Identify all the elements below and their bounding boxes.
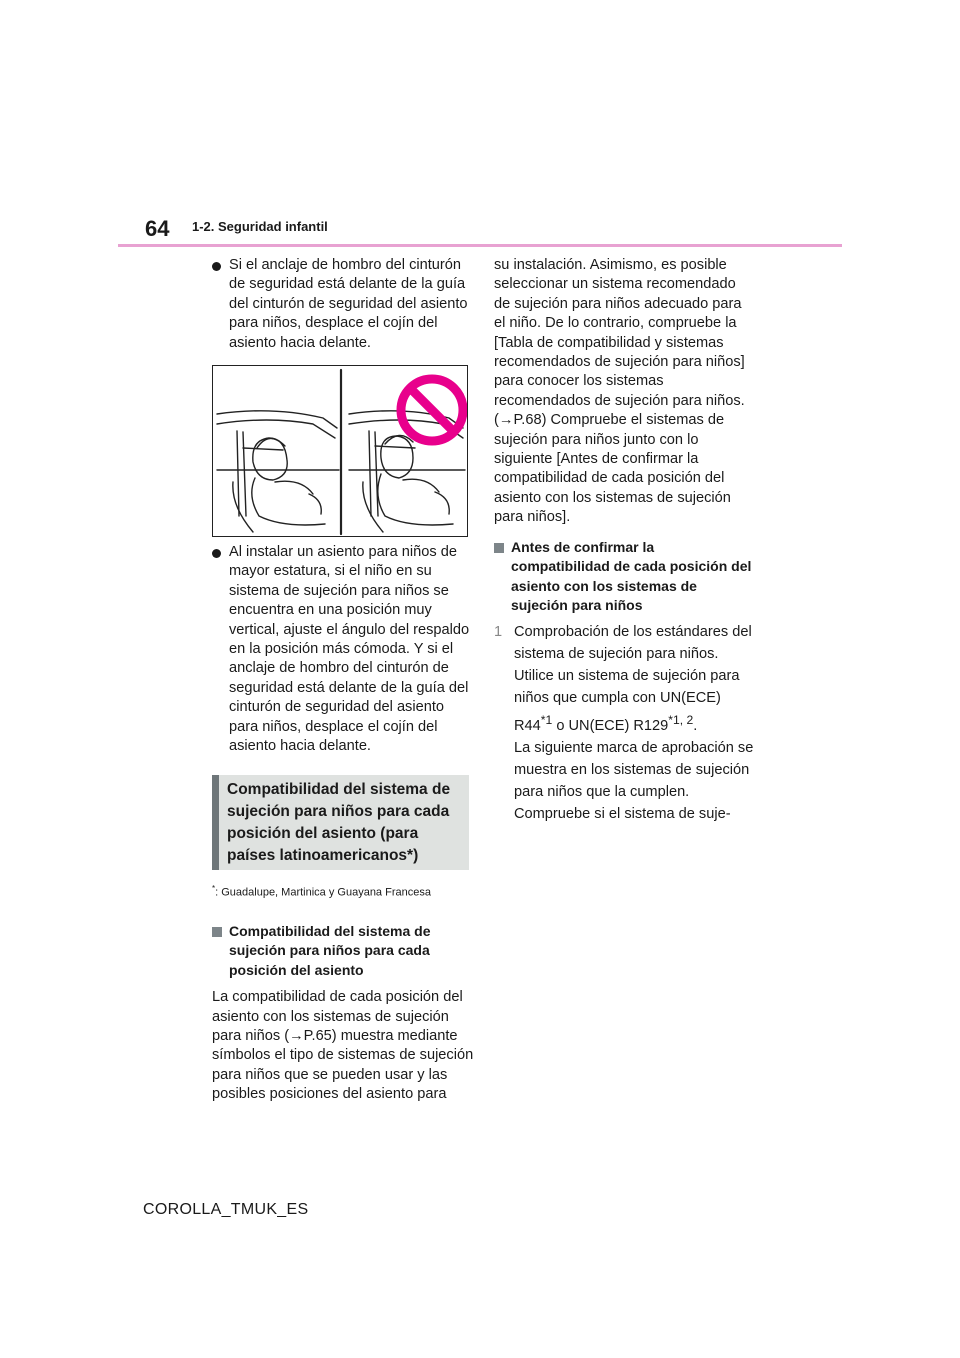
subheading-text: Antes de confirmar la compatibilidad de cada posición del asiento con los sistemas de sujeción para niños xyxy=(511,538,752,613)
left-column-bottom xyxy=(212,922,474,1105)
numbered-item xyxy=(494,621,756,825)
document-code: COROLLA_TMUK_ES xyxy=(143,1201,309,1218)
item-text: Utilice un sistema de sujeción para niños que cumpla con UN(ECE) R44 xyxy=(514,668,740,735)
subheading xyxy=(494,538,756,616)
item-body xyxy=(514,665,756,737)
bullet-item xyxy=(212,256,474,353)
bullet-text: Si el anclaje de hombro del cinturón de seguridad está delante de la guía del cinturón de seguridad del asiento para niños, desplace el cojín del asiento hacia delante. xyxy=(229,257,468,351)
item-superscript: *1, 2 xyxy=(668,713,694,728)
subheading-text: Compatibilidad del sistema de sujeción para niños para cada posición del asiento xyxy=(229,923,431,978)
left-column-middle xyxy=(212,543,474,756)
item-superscript: *1 xyxy=(540,713,553,728)
bullet-dot-icon xyxy=(212,262,221,271)
footnote xyxy=(212,880,472,902)
right-column xyxy=(494,256,756,825)
footnote-text: : Guadalupe, Martinica y Guayana Francesa xyxy=(215,886,431,899)
header-rule xyxy=(118,244,842,247)
section-title: 1-2. Seguridad infantil xyxy=(192,219,328,234)
section-heading-box: Compatibilidad del sistema de sujeción para niños para cada posición del asiento (para países latinoamericanos*) xyxy=(212,775,469,870)
left-column-top xyxy=(212,256,474,353)
subheading xyxy=(212,922,474,980)
item-number: 1 xyxy=(494,624,503,641)
prohibited-sign-icon xyxy=(401,379,463,441)
item-title: Comprobación de los estándares del sistema de sujeción para niños. xyxy=(514,624,752,663)
paragraph: La compatibilidad de cada posición del asiento con los sistemas de sujeción para niños (→P.65) muestra mediante símbolos el tipo de sistemas de sujeción para niños que se pueden usar y las posibles posiciones del asiento para xyxy=(212,989,474,1103)
item-text: . xyxy=(693,718,698,735)
square-bullet-icon xyxy=(212,927,222,937)
car-seat-illustration xyxy=(212,365,468,537)
paragraph: su instalación. Asimismo, es posible seleccionar un sistema recomendado de sujeción para niños adecuado para el niño. De lo contrario, compruebe la [Tabla de compatibilidad y sistemas recomendados de sujeción para niños] para conocer los sistemas recomendados de sujeción para niños. (→P.68) Compruebe el sistemas de sujeción para niños junto con lo siguiente [Antes de confirmar la compatibilidad de cada posición del asiento con los sistemas de sujeción para niños]. xyxy=(494,257,745,526)
footnote-mark: * xyxy=(212,884,216,893)
item-text: o UN(ECE) R129 xyxy=(552,718,669,735)
square-bullet-icon xyxy=(494,543,504,553)
page-number: 64 xyxy=(145,216,170,241)
bullet-text: Al instalar un asiento para niños de mayor estatura, si el niño en su sistema de sujeción para niños se encuentra en una posición muy vertical, ajuste el ángulo del respaldo en la posición más cómoda. Y si el anclaje de hombro del cinturón de seguridad está delante de la guía del cinturón de seguridad del asiento para niños, desplace el cojín del asiento hacia delante. xyxy=(229,544,470,755)
car-seat-drawing xyxy=(213,366,467,536)
item-text-continued: La siguiente marca de aprobación se muestra en los sistemas de sujeción para niños que la cumplen. Compruebe si el sistema de suje- xyxy=(514,740,754,823)
bullet-dot-icon xyxy=(212,549,221,558)
bullet-item xyxy=(212,543,474,756)
